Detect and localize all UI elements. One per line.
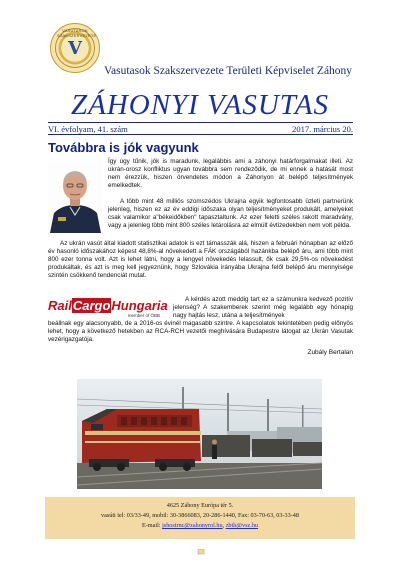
footer-email-link-2[interactable]: zbth@vsz.hu xyxy=(225,522,259,529)
rail-cargo-hungaria-logo xyxy=(48,298,166,320)
page-number-marker xyxy=(48,542,353,548)
article-paragraph-1: Így úgy tűnik, jók is maradunk, legalábbis ami a záhonyi határforgalmakat illeti. Az ukrán-orosz konfliktus ugyan továbbra sem rendeződik, de mi ennek a hatását most nem érezzük, hiszen örvendetes módon a Záhonyon át belépő teljesítmények emelkedtek. xyxy=(108,158,353,190)
author-portrait xyxy=(48,161,103,233)
footer-email-label: E-mail: xyxy=(141,522,161,529)
newsletter-title: ZÁHONYI VASUTAS xyxy=(70,89,330,121)
issue-date: 2017. március 20. xyxy=(292,124,353,134)
article-paragraph-2: A több mint 48 milliós szomszédos Ukrajna egyik legfontosabb üzleti partnerünk jelenleg, hiszen ez az év eddigi időszaka olyan teljesítményeket produkált, amelyeket csak valamikor a"békeidőkben" tapasztaltunk. Az ezer feletti széles rakott maradvány, vagy a jelenleg több mint 800 széles letárolásra az elmúlt évtizedekben nem volt példa. xyxy=(108,198,353,230)
article-paragraph-5: beállnak egy alacsonyabb, de a 2016-os évinél magasabb szintre. A kapcsolatok tekintetében pedig előnyös lehet, hogy a következő hetekben az RCA-RCH vezetői meghívására Budapestre látogat az Ukrán Vasutak vezérigazgatója. xyxy=(48,320,353,344)
article-author: Zubály Bertalan xyxy=(307,349,353,356)
rch-logo-rail: Rail xyxy=(48,298,72,313)
logo-emblem: V xyxy=(68,38,82,59)
article-headline: Továbbra is jók vagyunk xyxy=(48,140,199,155)
footer-phones: vasúti tel: 03/33-49, mobil: 30-3866083, 20-286-1440, Fax: 03-70-63, 03-33-48 xyxy=(101,512,299,519)
header-rule-top xyxy=(48,122,353,123)
article-paragraph-3: Az ukrán vasút által kiadott statisztikai adatok is ezt támasszák alá, hiszen a februári hónapban az előző év hasonló időszakához képest 48,8%-al növekedett a FÁK országából hazánkba belépő áru, ami több mint 800 ezer tonna volt. Azt is lehet látni, hogy a lengyel növekedés lelassult, ők csak 29,5%-os növekedést produkáltak, és azt is meg kell jegyeznünk, hogy Szlovákia irányába Ukrajna felől belépő áru mennyisége szintén csökkenő tendenciát mutat. xyxy=(48,240,353,280)
footer-email-line xyxy=(45,522,355,529)
rch-logo-hungaria: Hungaria xyxy=(111,298,168,313)
footer-email-link-1[interactable]: jshostrnc@zahonyrol.hu xyxy=(162,522,223,529)
train-photo xyxy=(77,379,322,489)
footer-email-separator: , xyxy=(222,522,225,529)
union-logo xyxy=(50,23,100,73)
logo-text: VASUTASOK SZAKSZERVEZETE xyxy=(57,28,97,38)
footer-address: 4625 Záhony Európa tér 5. xyxy=(166,502,234,509)
contact-footer xyxy=(45,497,355,539)
issue-volume: VI. évfolyam, 41. szám xyxy=(48,124,128,134)
header-rule-bottom xyxy=(48,134,353,135)
article-paragraph-4: A kérdés azott meddig tart ez a számunkra kedvező pozitív jelenség? A szakemberek szerint még legalább egy hónapig nagy hajtás lesz, utána a teljesítmények xyxy=(173,296,353,320)
rch-logo-wordmark xyxy=(48,298,168,313)
organization-name: Vasutasok Szakszervezete Területi Képviselet Záhony xyxy=(104,65,353,77)
rch-logo-member: member of ÖBB xyxy=(127,313,160,318)
rch-logo-cargo: Cargo xyxy=(72,298,111,313)
